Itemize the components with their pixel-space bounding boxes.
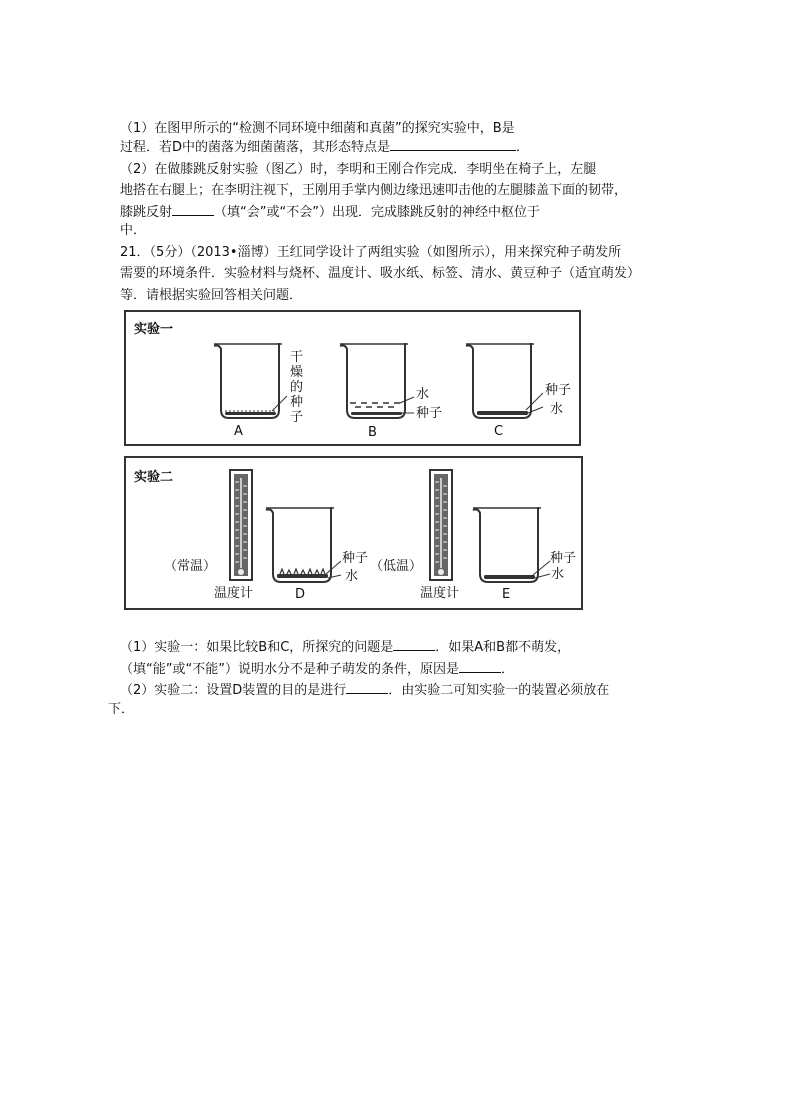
s1-line2 (120, 660, 514, 679)
beaker-a-label: A (234, 424, 243, 439)
q1-line2-text: 过程．若D中的菌落为细菌菌落，其形态特点是 (120, 140, 391, 155)
beaker-c-label: C (494, 424, 504, 439)
experiment-one-title: 实验一 (134, 322, 174, 337)
s2-line1-end: ．由实验二可知实验一的装置必须放在 (388, 683, 610, 698)
thermometer-label-e: 温度计 (420, 586, 460, 601)
q1-line1: （1）在图甲所示的“检测不同环境中细菌和真菌”的探究实验中，B是 (120, 121, 515, 136)
q1-line2-end: ． (516, 140, 530, 155)
low-temp-label: （低温） (370, 559, 423, 574)
water-label-e: 水 (551, 567, 565, 582)
normal-temp-label: （常温） (164, 559, 217, 574)
s1-line1-end: ．如果A和B都不萌发， (435, 640, 571, 655)
answer-blank[interactable] (459, 660, 501, 673)
seeds-label-b: 种子 (416, 406, 443, 421)
q2-line3-end: （填“会”或“不会”）出现．完成膝跳反射的神经中枢位于 (214, 205, 540, 220)
seeds-c (477, 411, 528, 415)
water-label-c: 水 (550, 402, 564, 417)
beaker-b (340, 343, 405, 418)
seeds-label-d: 种子 (342, 551, 369, 566)
water-label-b: 水 (416, 387, 430, 402)
thermometer-e (430, 470, 452, 580)
q21-line3: 等．请根据实验回答相关问题． (120, 288, 303, 303)
beaker-d (266, 507, 331, 582)
q2-line1: （2）在做膝跳反射实验（图乙）时，李明和王刚合作完成．李明坐在椅子上，左腿 (120, 162, 597, 177)
seeds-e (484, 575, 535, 579)
s2-line1-text: （2）实验二：设置D装置的目的是进行 (120, 683, 347, 698)
s2-line2: 下． (108, 702, 135, 717)
beaker-c (466, 343, 531, 418)
thermometer-d (230, 470, 252, 580)
beaker-e (473, 507, 538, 582)
seeds-b (351, 412, 402, 415)
experiment-two-title: 实验二 (134, 470, 174, 485)
seeds-label-c: 种子 (545, 383, 572, 398)
dry-seeds-label: 干燥的种子 (290, 350, 304, 425)
answer-blank[interactable] (393, 638, 435, 651)
answer-blank[interactable] (346, 681, 388, 694)
q21-line1: 21．（5分）（2013•淄博）王红同学设计了两组实验（如图所示），用来探究种子萌发所 (120, 245, 622, 260)
s1-line2-end: ． (500, 662, 514, 677)
thermometer-label-d: 温度计 (214, 586, 254, 601)
seeds-label-e: 种子 (550, 551, 577, 566)
seeds-d (277, 569, 328, 578)
s1-line2-text: （填“能”或“不能”）说明水分不是种子萌发的条件，原因是 (120, 662, 459, 677)
s1-line1 (120, 638, 570, 657)
q2-line4: 中． (120, 223, 147, 238)
q2-line3-text: 膝跳反射 (120, 205, 173, 220)
water-label-d: 水 (345, 569, 359, 584)
q21-line2: 需要的环境条件．实验材料与烧杯、温度计、吸水纸、标签、清水、黄豆种子（适宜萌发） (120, 266, 641, 281)
beaker-d-label: D (295, 587, 306, 602)
beaker-a (214, 343, 279, 418)
water-b (350, 403, 400, 407)
beaker-e-label: E (502, 587, 511, 602)
beaker-b-label: B (368, 425, 377, 440)
q2-line2: 地搭在右腿上；在李明注视下，王刚用手掌内侧边缘迅速叩击他的左腿膝盖下面的韧带， (120, 183, 628, 198)
s1-line1-text: （1）实验一：如果比较B和C，所探究的问题是 (120, 640, 394, 655)
seeds-a (225, 412, 276, 415)
s2-line1 (120, 681, 609, 700)
